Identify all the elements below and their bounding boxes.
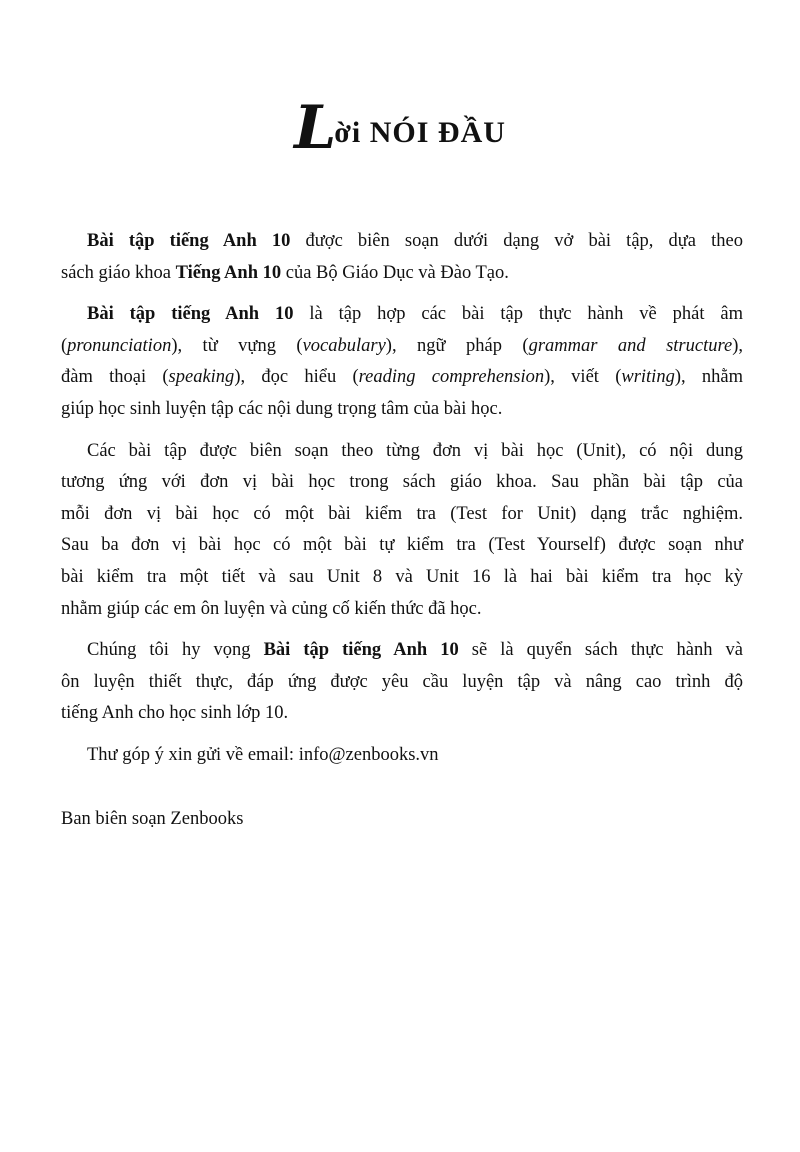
- paragraph-1-line-2: sách giáo khoa Tiếng Anh 10 của Bộ Giáo Dục và Đào Tạo.: [61, 262, 509, 283]
- paragraph-3-line-5: bài kiểm tra một tiết và sau Unit 8 và Unit 16 là hai bài kiểm tra học kỳ: [61, 566, 743, 587]
- paragraph-1-line-1: Bài tập tiếng Anh 10 được biên soạn dưới dạng vở bài tập, dựa theo: [87, 231, 743, 251]
- paragraph-3-line-2: tương ứng với đơn vị bài học trong sách giáo khoa. Sau phần bài tập của: [61, 472, 743, 493]
- paragraph-4: [61, 635, 743, 730]
- paragraph-4-line-2: ôn luyện thiết thực, đáp ứng được yêu cầu luyện tập và nâng cao trình độ: [61, 671, 743, 692]
- paragraph-4-line-3: tiếng Anh cho học sinh lớp 10.: [61, 703, 289, 724]
- title-text: ời NÓI ĐẦU: [334, 116, 506, 149]
- paragraph-2: [61, 299, 744, 425]
- preface-body: [61, 226, 744, 835]
- feedback-email-line: Thư góp ý xin gửi về email: info@zenbooks.vn: [87, 744, 439, 765]
- paragraph-3-line-3: mỗi đơn vị bài học có một bài kiểm tra (Test for Unit) dạng trắc nghiệm.: [61, 503, 743, 524]
- paragraph-1: [61, 226, 743, 289]
- page-title: [0, 93, 800, 163]
- paragraph-2-line-2: (pronunciation), từ vựng (vocabulary), ngữ pháp (grammar and structure),: [61, 335, 744, 356]
- paragraph-2-line-4: giúp học sinh luyện tập các nội dung trọng tâm của bài học.: [61, 398, 503, 419]
- paragraph-4-line-1: Chúng tôi hy vọng Bài tập tiếng Anh 10 sẽ là quyển sách thực hành và: [87, 640, 743, 661]
- paragraph-2-line-1: Bài tập tiếng Anh 10 là tập hợp các bài tập thực hành về phát âm: [87, 304, 744, 325]
- paragraph-3-line-4: Sau ba đơn vị bài học có một bài tự kiểm tra (Test Yourself) được soạn như: [61, 535, 743, 556]
- paragraph-3-line-1: Các bài tập được biên soạn theo từng đơn vị bài học (Unit), có nội dung: [87, 440, 743, 461]
- signature: Ban biên soạn Zenbooks: [61, 808, 244, 829]
- paragraph-2-line-3: đàm thoại (speaking), đọc hiểu (reading comprehension), viết (writing), nhằm: [61, 367, 743, 388]
- paragraph-3-line-6: nhằm giúp các em ôn luyện và củng cố kiến thức đã học.: [61, 598, 482, 619]
- title-initial-letter: L: [294, 93, 335, 163]
- paragraph-3: [61, 436, 743, 626]
